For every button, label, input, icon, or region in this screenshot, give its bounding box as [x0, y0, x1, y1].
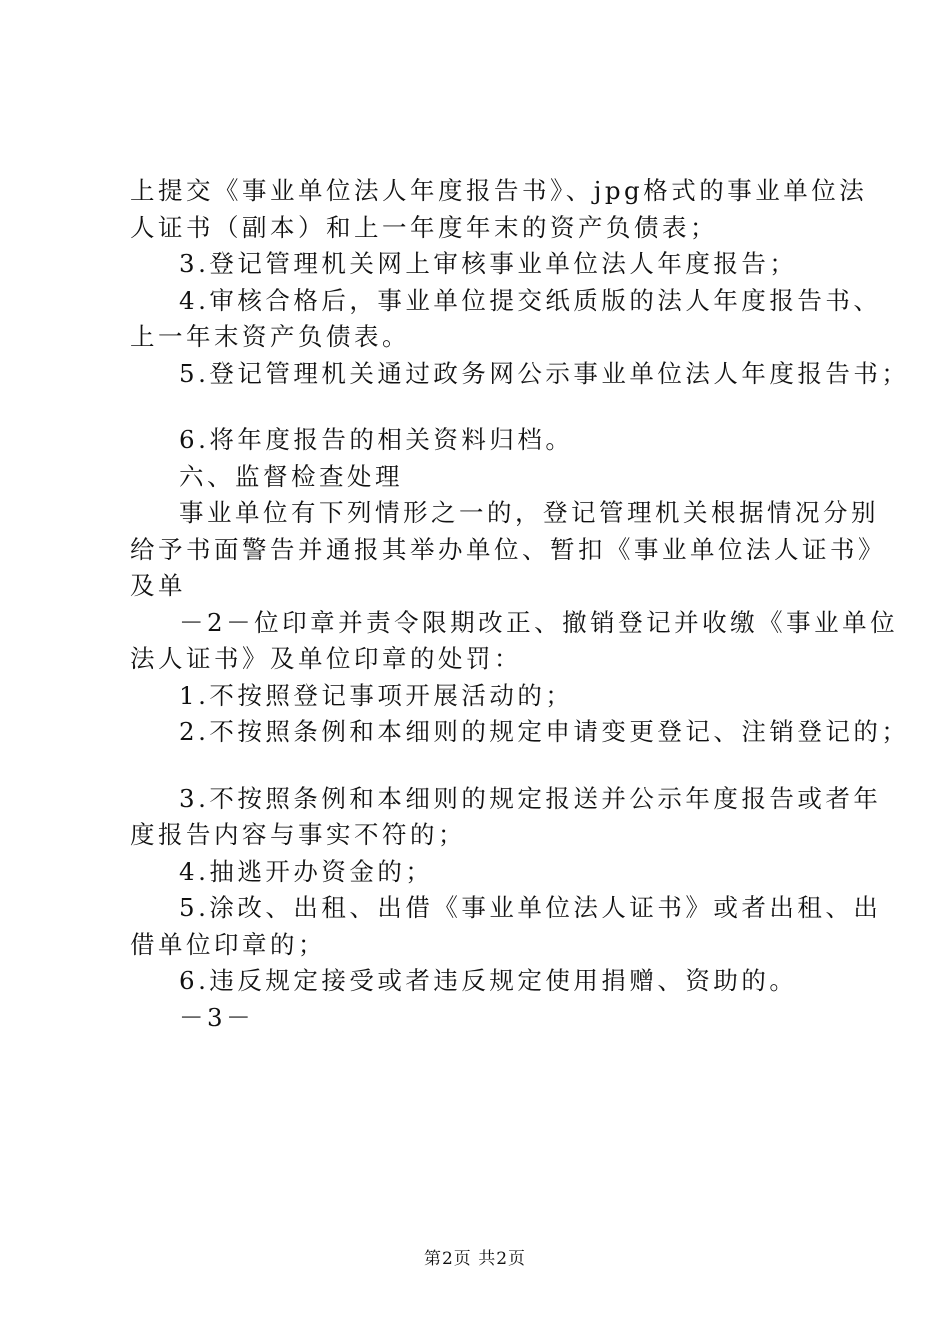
- text-line: 5.登记管理机关通过政务网公示事业单位法人年度报告书；: [179, 358, 910, 388]
- text-line: 度报告内容与事实不符的；: [130, 820, 466, 849]
- text-line: 3.登记管理机关网上审核事业单位法人年度报告；: [179, 249, 798, 278]
- text-line: 事业单位有下列情形之一的，登记管理机关根据情况分别: [179, 498, 879, 527]
- text-line: 2.不按照条例和本细则的规定申请变更登记、注销登记的；: [179, 717, 910, 746]
- text-line: 上提交《事业单位法人年度报告书》、jpg格式的事业单位法: [130, 176, 868, 205]
- text-line: 给予书面警告并通报其举办单位、暂扣《事业单位法人证书》: [130, 534, 886, 564]
- blank-line: [130, 392, 850, 422]
- text-line: 六、监督检查处理: [179, 461, 403, 491]
- text-line: 6.将年度报告的相关资料归档。: [179, 425, 574, 454]
- text-line: 4.审核合格后，事业单位提交纸质版的法人年度报告书、: [179, 285, 882, 315]
- text-line: 4.抽逃开办资金的；: [179, 856, 434, 886]
- text-line: 借单位印章的；: [130, 929, 326, 959]
- text-line: 3.不按照条例和本细则的规定报送并公示年度报告或者年: [179, 783, 882, 813]
- page-footer: 第2页 共2页: [423, 1249, 527, 1269]
- text-line: 人证书（副本）和上一年度年末的资产负债表；: [130, 212, 718, 242]
- text-line: 1.不按照登记事项开展活动的；: [179, 680, 574, 710]
- document-body: [130, 173, 910, 1036]
- text-line: －2－位印章并责令限期改正、撤销登记并收缴《事业单位: [179, 607, 899, 637]
- text-line: 上一年末资产负债表。: [130, 322, 410, 351]
- text-line: 及单: [130, 571, 186, 600]
- blank-line: [130, 751, 850, 781]
- text-line: 法人证书》及单位印章的处罚：: [130, 644, 522, 673]
- text-line: 6.违反规定接受或者违反规定使用捐赠、资助的。: [179, 966, 798, 995]
- text-line: 5.涂改、出租、出借《事业单位法人证书》或者出租、出: [179, 893, 882, 922]
- text-line: －3－: [179, 1002, 255, 1032]
